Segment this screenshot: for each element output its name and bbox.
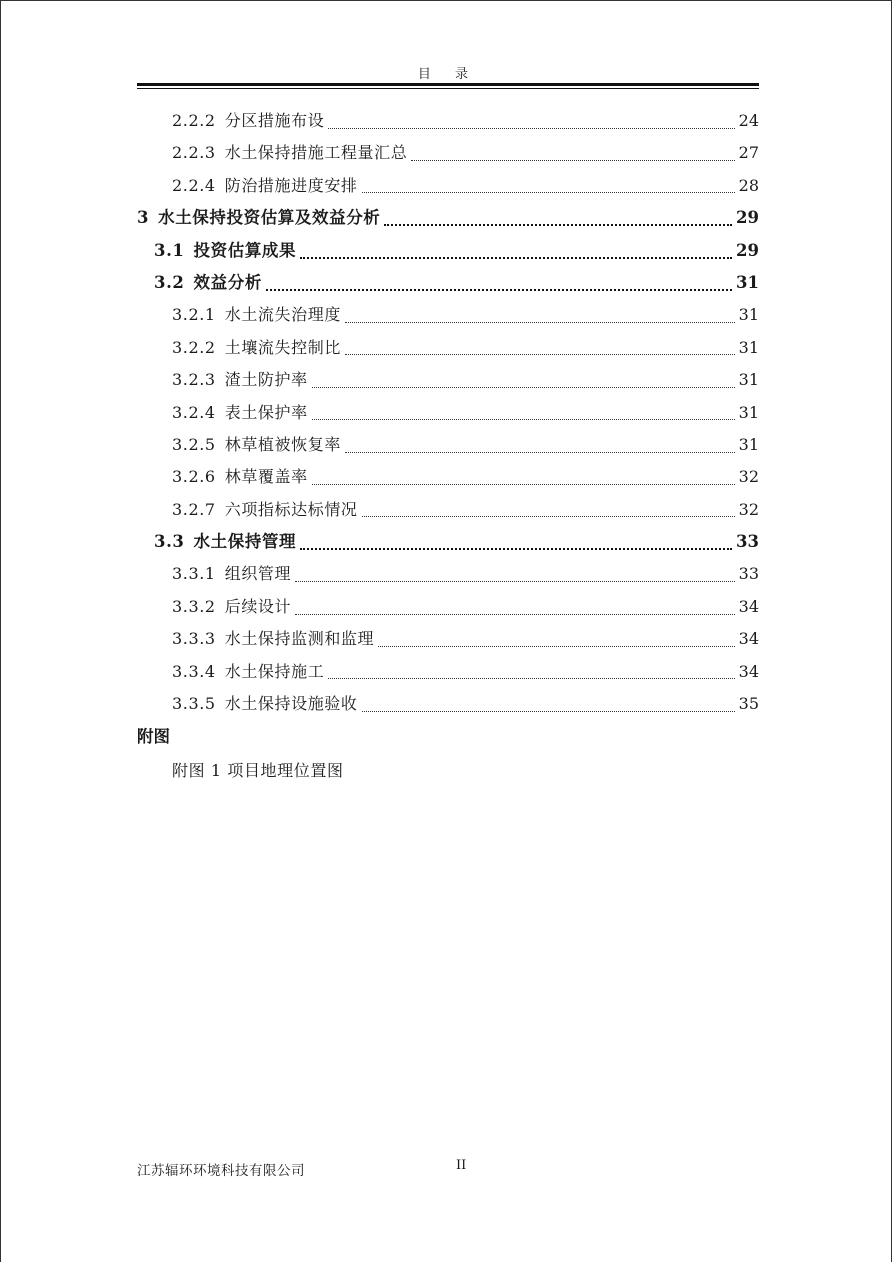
toc-entry-title: 分区措施布设	[224, 111, 325, 130]
toc-entry-title: 表土保护率	[224, 402, 308, 422]
toc-entry-title: 防治措施进度安排	[224, 175, 358, 195]
toc-leader-dots	[362, 711, 735, 712]
toc-entry[interactable]	[137, 299, 759, 331]
toc-entry-number: 3.2.2	[172, 337, 216, 357]
toc-entry-number: 3.2.5	[172, 434, 216, 454]
toc-entry[interactable]	[137, 558, 759, 590]
toc-entry-number: 3.2.4	[172, 402, 216, 422]
toc-entry-page-number: 31	[738, 305, 759, 325]
toc-entry[interactable]	[137, 623, 759, 655]
toc-entry[interactable]	[137, 105, 759, 137]
toc-entry-page-number: 28	[738, 175, 759, 195]
toc-entry-title: 后续设计	[224, 596, 292, 616]
toc-entry-number: 3.2.6	[172, 467, 216, 487]
toc-leader-dots	[411, 160, 734, 161]
toc-entry-text	[172, 623, 374, 655]
toc-entry-number: 3.3.2	[172, 596, 216, 616]
toc-entry[interactable]	[137, 429, 759, 461]
toc-entry-text	[154, 235, 296, 267]
toc-entry-title: 土壤流失控制比	[224, 337, 341, 357]
toc-entry-text	[172, 397, 308, 429]
toc-entry[interactable]	[137, 235, 759, 267]
toc-entry-text	[172, 137, 407, 169]
toc-entry-title: 水土保持措施工程量汇总	[224, 143, 408, 163]
toc-entry-number: 3.2.1	[172, 305, 216, 325]
toc-entry-text	[172, 656, 324, 688]
toc-leader-dots	[345, 354, 735, 355]
toc-entry-title: 组织管理	[224, 564, 292, 584]
footer-company: 江苏辐环环境科技有限公司	[137, 1163, 305, 1179]
toc-leader-dots	[266, 289, 732, 291]
toc-entry-page-number: 27	[738, 143, 759, 163]
header-rule-thick	[137, 83, 759, 86]
appendix-heading: 附图	[137, 727, 170, 746]
toc-entry-page-number: 31	[738, 337, 759, 357]
toc-entry-number: 3.3.5	[172, 694, 216, 714]
toc-entry[interactable]	[137, 461, 759, 493]
toc-entry[interactable]	[137, 688, 759, 720]
toc-entry-number: 3	[137, 208, 150, 228]
toc-leader-dots	[300, 548, 732, 550]
toc-entry[interactable]	[137, 591, 759, 623]
toc-entry-number: 3.3.3	[172, 629, 216, 649]
toc-entry-text	[172, 688, 358, 720]
toc-entry[interactable]	[137, 364, 759, 396]
toc-entry-number: 2.2.4	[172, 175, 216, 195]
toc-entry-title: 效益分析	[193, 272, 262, 292]
toc-entry-title: 水土保持管理	[193, 532, 297, 552]
toc-entry-page-number: 31	[736, 272, 759, 292]
toc-entry-text	[154, 526, 296, 558]
table-of-contents	[137, 105, 759, 720]
toc-entry-page-number: 34	[738, 596, 759, 616]
toc-entry-number: 3.3	[154, 532, 185, 552]
toc-leader-dots	[345, 452, 735, 453]
toc-entry-text	[172, 429, 341, 461]
toc-entry-page-number: 32	[738, 467, 759, 487]
toc-entry-page-number: 34	[738, 661, 759, 681]
toc-entry-text	[172, 105, 324, 137]
toc-entry-page-number: 31	[738, 370, 759, 390]
toc-entry-number: 3.3.1	[172, 564, 216, 584]
toc-entry[interactable]	[137, 267, 759, 299]
toc-leader-dots	[362, 516, 735, 517]
toc-entry-page-number: 31	[738, 434, 759, 454]
toc-leader-dots	[312, 387, 735, 388]
toc-entry-page-number: 29	[736, 240, 759, 260]
toc-leader-dots	[295, 614, 735, 615]
toc-leader-dots	[384, 224, 732, 226]
toc-entry-page-number: 29	[736, 208, 759, 228]
toc-leader-dots	[312, 419, 735, 420]
toc-leader-dots	[378, 646, 735, 647]
toc-entry-title: 水土保持施工	[224, 661, 325, 681]
toc-entry-title: 投资估算成果	[193, 240, 297, 260]
toc-entry-title: 六项指标达标情况	[224, 499, 358, 519]
toc-entry-number: 3.2	[154, 272, 185, 292]
toc-entry-text	[172, 364, 308, 396]
toc-entry-page-number: 31	[738, 402, 759, 422]
toc-entry[interactable]	[137, 526, 759, 558]
toc-entry-number: 3.2.7	[172, 499, 216, 519]
toc-leader-dots	[295, 581, 735, 582]
toc-entry-page-number: 34	[738, 629, 759, 649]
toc-leader-dots	[312, 484, 735, 485]
toc-entry-page-number: 33	[736, 532, 759, 552]
toc-entry-text	[172, 591, 291, 623]
page-header-title: 目 录	[417, 67, 479, 82]
toc-entry-text	[137, 202, 380, 234]
appendix-item[interactable]: 附图 1 项目地理位置图	[172, 761, 344, 780]
toc-leader-dots	[300, 257, 732, 259]
toc-entry-text	[172, 299, 341, 331]
toc-entry-text	[172, 332, 341, 364]
footer-page-number: II	[456, 1158, 467, 1173]
toc-entry-title: 水土保持投资估算及效益分析	[158, 208, 381, 228]
toc-entry-text	[172, 170, 358, 202]
toc-entry-title: 水土保持监测和监理	[224, 629, 375, 649]
toc-entry-page-number: 33	[738, 564, 759, 584]
toc-entry-text	[172, 558, 291, 590]
toc-leader-dots	[328, 128, 734, 129]
toc-entry-title: 水土保持设施验收	[224, 694, 358, 714]
toc-leader-dots	[345, 322, 735, 323]
toc-entry[interactable]	[137, 656, 759, 688]
toc-entry-number: 2.2.2	[172, 111, 216, 130]
toc-entry[interactable]	[137, 397, 759, 429]
toc-entry-number: 2.2.3	[172, 143, 216, 163]
toc-entry[interactable]	[137, 137, 759, 169]
toc-entry-text	[172, 461, 308, 493]
toc-entry-number: 3.2.3	[172, 370, 216, 390]
toc-entry-page-number: 35	[738, 694, 759, 714]
toc-entry[interactable]	[137, 494, 759, 526]
toc-entry[interactable]	[137, 332, 759, 364]
toc-entry-number: 3.3.4	[172, 661, 216, 681]
toc-entry-page-number: 32	[738, 499, 759, 519]
toc-entry[interactable]	[137, 202, 759, 234]
toc-entry-title: 水土流失治理度	[224, 305, 341, 325]
toc-entry-title: 林草植被恢复率	[224, 434, 341, 454]
toc-entry-title: 渣土防护率	[224, 370, 308, 390]
toc-leader-dots	[362, 192, 735, 193]
toc-leader-dots	[328, 678, 734, 679]
toc-entry[interactable]	[137, 170, 759, 202]
toc-entry-page-number: 24	[738, 111, 759, 130]
toc-entry-title: 林草覆盖率	[224, 467, 308, 487]
toc-entry-text	[172, 494, 358, 526]
toc-entry-text	[154, 267, 262, 299]
header-rule-thin	[137, 88, 759, 89]
toc-entry-number: 3.1	[154, 240, 185, 260]
